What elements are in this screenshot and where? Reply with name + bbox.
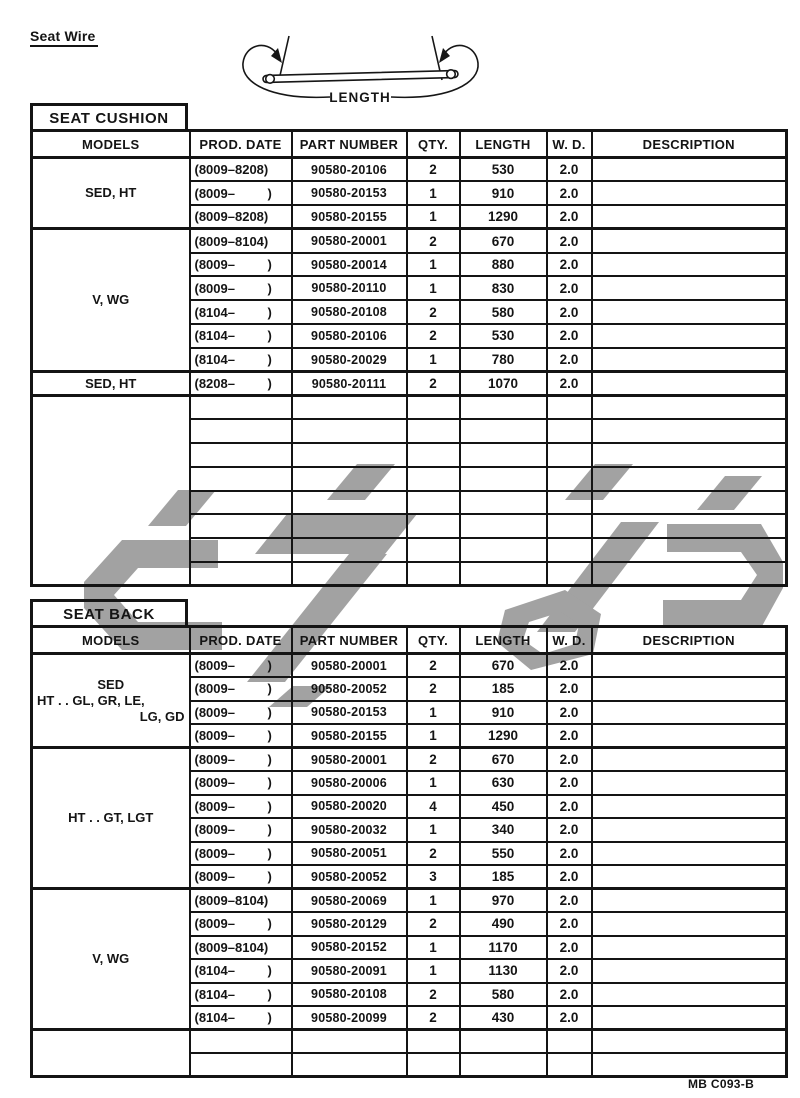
part-number-cell: 90580-20014 <box>292 253 407 277</box>
length-cell: 450 <box>460 795 547 819</box>
length-label: LENGTH <box>329 90 391 105</box>
description-cell <box>592 1030 787 1054</box>
qty-cell <box>407 562 460 586</box>
description-cell <box>592 229 787 253</box>
length-cell: 185 <box>460 865 547 889</box>
leader-lines <box>243 36 478 97</box>
column-header: W. D. <box>547 627 592 654</box>
qty-cell: 1 <box>407 181 460 205</box>
length-cell: 1290 <box>460 205 547 229</box>
wd-cell: 2.0 <box>547 724 592 748</box>
length-cell <box>460 395 547 419</box>
wd-cell: 2.0 <box>547 253 592 277</box>
model-label: HT . . GL, GR, LE, <box>37 692 145 708</box>
prod-date-cell: (8104– ) <box>190 983 292 1007</box>
length-cell <box>460 491 547 515</box>
models-cell <box>32 1030 190 1077</box>
wire-shape <box>263 70 458 84</box>
description-cell <box>592 253 787 277</box>
length-cell: 340 <box>460 818 547 842</box>
prod-date-cell: (8208– ) <box>190 372 292 396</box>
description-cell <box>592 372 787 396</box>
qty-cell: 2 <box>407 983 460 1007</box>
qty-cell: 2 <box>407 842 460 866</box>
length-cell <box>460 1030 547 1054</box>
wd-cell: 2.0 <box>547 372 592 396</box>
part-number-cell: 90580-20020 <box>292 795 407 819</box>
wd-cell <box>547 419 592 443</box>
description-cell <box>592 889 787 913</box>
wd-cell: 2.0 <box>547 677 592 701</box>
wd-cell: 2.0 <box>547 324 592 348</box>
model-label: V, WG <box>92 951 130 966</box>
prod-date-cell: (8009– ) <box>190 724 292 748</box>
part-number-cell <box>292 395 407 419</box>
prod-date-cell: (8009– ) <box>190 818 292 842</box>
description-cell <box>592 514 787 538</box>
part-number-cell: 90580-20001 <box>292 748 407 772</box>
prod-date-cell: (8009– ) <box>190 865 292 889</box>
wd-cell: 2.0 <box>547 181 592 205</box>
prod-date-cell <box>190 443 292 467</box>
wd-cell: 2.0 <box>547 300 592 324</box>
prod-date-cell <box>190 562 292 586</box>
column-header: PART NUMBER <box>292 131 407 158</box>
models-cell <box>32 748 190 889</box>
part-number-cell <box>292 1053 407 1077</box>
length-cell <box>460 538 547 562</box>
description-cell <box>592 936 787 960</box>
part-number-cell: 90580-20155 <box>292 205 407 229</box>
model-label: SED, HT <box>85 375 137 391</box>
wd-cell: 2.0 <box>547 771 592 795</box>
qty-cell <box>407 419 460 443</box>
part-number-cell: 90580-20032 <box>292 818 407 842</box>
length-cell: 670 <box>460 748 547 772</box>
length-cell: 970 <box>460 889 547 913</box>
qty-cell <box>407 514 460 538</box>
length-cell: 670 <box>460 654 547 678</box>
qty-cell: 2 <box>407 158 460 182</box>
part-number-cell: 90580-20099 <box>292 1006 407 1030</box>
table-row <box>32 229 787 253</box>
part-number-cell <box>292 514 407 538</box>
part-number-cell: 90580-20111 <box>292 372 407 396</box>
length-cell: 1130 <box>460 959 547 983</box>
length-cell: 910 <box>460 181 547 205</box>
prod-date-cell <box>190 514 292 538</box>
length-cell: 1170 <box>460 936 547 960</box>
wd-cell: 2.0 <box>547 348 592 372</box>
qty-cell: 1 <box>407 959 460 983</box>
wd-cell <box>547 514 592 538</box>
part-number-cell <box>292 419 407 443</box>
model-label: LG, GD <box>139 708 185 724</box>
models-cell <box>32 889 190 1030</box>
qty-cell <box>407 1030 460 1054</box>
qty-cell: 2 <box>407 1006 460 1030</box>
prod-date-cell: (8009– ) <box>190 701 292 725</box>
table-row <box>32 395 787 419</box>
prod-date-cell: (8104– ) <box>190 300 292 324</box>
wd-cell <box>547 562 592 586</box>
length-cell: 430 <box>460 1006 547 1030</box>
prod-date-cell: (8104– ) <box>190 1006 292 1030</box>
description-cell <box>592 205 787 229</box>
table-row <box>32 889 787 913</box>
seat-back-label <box>30 599 188 626</box>
prod-date-cell <box>190 1030 292 1054</box>
description-cell <box>592 538 787 562</box>
wd-cell <box>547 538 592 562</box>
wd-cell <box>547 491 592 515</box>
description-cell <box>592 654 787 678</box>
seat-cushion-label-text: SEAT CUSHION <box>49 109 169 127</box>
part-number-cell: 90580-20110 <box>292 276 407 300</box>
length-cell <box>460 1053 547 1077</box>
prod-date-cell: (8009– ) <box>190 253 292 277</box>
length-cell: 880 <box>460 253 547 277</box>
models-cell <box>32 372 190 396</box>
description-cell <box>592 748 787 772</box>
part-number-cell <box>292 562 407 586</box>
length-cell <box>460 467 547 491</box>
wd-cell: 2.0 <box>547 654 592 678</box>
wd-cell: 2.0 <box>547 959 592 983</box>
length-cell: 910 <box>460 701 547 725</box>
qty-cell: 1 <box>407 348 460 372</box>
length-cell: 1290 <box>460 724 547 748</box>
part-number-cell: 90580-20029 <box>292 348 407 372</box>
part-number-cell: 90580-20051 <box>292 842 407 866</box>
wd-cell: 2.0 <box>547 842 592 866</box>
qty-cell: 1 <box>407 205 460 229</box>
description-cell <box>592 959 787 983</box>
qty-cell <box>407 443 460 467</box>
column-header: MODELS <box>32 131 190 158</box>
part-number-cell: 90580-20091 <box>292 959 407 983</box>
model-label: HT . . GT, LGT <box>68 810 154 825</box>
part-number-cell <box>292 467 407 491</box>
prod-date-cell: (8009– ) <box>190 842 292 866</box>
wd-cell: 2.0 <box>547 795 592 819</box>
description-cell <box>592 276 787 300</box>
prod-date-cell: (8009– ) <box>190 654 292 678</box>
prod-date-cell <box>190 491 292 515</box>
description-cell <box>592 443 787 467</box>
column-header: PROD. DATE <box>190 131 292 158</box>
prod-date-cell: (8009–8104) <box>190 936 292 960</box>
part-number-cell: 90580-20069 <box>292 889 407 913</box>
length-cell <box>460 419 547 443</box>
qty-cell: 2 <box>407 654 460 678</box>
wd-cell <box>547 443 592 467</box>
length-cell: 530 <box>460 324 547 348</box>
part-number-cell <box>292 538 407 562</box>
description-cell <box>592 395 787 419</box>
part-number-cell: 90580-20052 <box>292 677 407 701</box>
part-number-cell <box>292 1030 407 1054</box>
qty-cell <box>407 491 460 515</box>
part-number-cell: 90580-20001 <box>292 654 407 678</box>
description-cell <box>592 795 787 819</box>
column-header: PART NUMBER <box>292 627 407 654</box>
prod-date-cell: (8009– ) <box>190 912 292 936</box>
model-label: SED, HT <box>85 185 137 201</box>
description-cell <box>592 701 787 725</box>
prod-date-cell: (8009–8208) <box>190 158 292 182</box>
table-row <box>32 1030 787 1054</box>
length-cell: 580 <box>460 300 547 324</box>
part-number-cell: 90580-20006 <box>292 771 407 795</box>
qty-cell: 1 <box>407 253 460 277</box>
wd-cell: 2.0 <box>547 912 592 936</box>
wd-cell: 2.0 <box>547 748 592 772</box>
description-cell <box>592 562 787 586</box>
prod-date-cell <box>190 467 292 491</box>
column-header: DESCRIPTION <box>592 131 787 158</box>
prod-date-cell <box>190 538 292 562</box>
wd-cell <box>547 467 592 491</box>
prod-date-cell: (8009– ) <box>190 771 292 795</box>
prod-date-cell: (8104– ) <box>190 324 292 348</box>
part-number-cell: 90580-20106 <box>292 324 407 348</box>
qty-cell: 2 <box>407 748 460 772</box>
table-row <box>32 654 787 678</box>
wd-cell: 2.0 <box>547 936 592 960</box>
part-number-cell: 90580-20153 <box>292 181 407 205</box>
wd-cell: 2.0 <box>547 1006 592 1030</box>
prod-date-cell <box>190 1053 292 1077</box>
prod-date-cell: (8009–8104) <box>190 229 292 253</box>
qty-cell: 2 <box>407 912 460 936</box>
header-row <box>32 131 787 158</box>
part-number-cell: 90580-20152 <box>292 936 407 960</box>
prod-date-cell: (8104– ) <box>190 959 292 983</box>
description-cell <box>592 912 787 936</box>
prod-date-cell: (8009– ) <box>190 795 292 819</box>
qty-cell: 1 <box>407 724 460 748</box>
models-cell <box>32 654 190 748</box>
length-cell <box>460 562 547 586</box>
prod-date-cell: (8104– ) <box>190 348 292 372</box>
length-cell <box>460 443 547 467</box>
column-header: QTY. <box>407 627 460 654</box>
description-cell <box>592 300 787 324</box>
models-cell <box>32 229 190 372</box>
prod-date-cell: (8009–8208) <box>190 205 292 229</box>
part-number-cell: 90580-20155 <box>292 724 407 748</box>
description-cell <box>592 771 787 795</box>
page-title: Seat Wire <box>30 28 98 47</box>
part-number-cell: 90580-20106 <box>292 158 407 182</box>
description-cell <box>592 1053 787 1077</box>
prod-date-cell: (8009– ) <box>190 276 292 300</box>
wd-cell: 2.0 <box>547 865 592 889</box>
seat-cushion-label <box>30 103 188 130</box>
part-number-cell <box>292 491 407 515</box>
footer-code: MB C093-B <box>688 1077 755 1091</box>
description-cell <box>592 158 787 182</box>
prod-date-cell: (8009– ) <box>190 181 292 205</box>
seat-back-label-text: SEAT BACK <box>63 605 155 623</box>
models-cell <box>32 158 190 229</box>
model-label: SED <box>97 676 125 692</box>
description-cell <box>592 1006 787 1030</box>
description-cell <box>592 724 787 748</box>
header-row <box>32 627 787 654</box>
qty-cell: 2 <box>407 677 460 701</box>
wd-cell <box>547 1030 592 1054</box>
part-number-cell: 90580-20108 <box>292 983 407 1007</box>
qty-cell <box>407 538 460 562</box>
part-number-cell: 90580-20001 <box>292 229 407 253</box>
qty-cell: 1 <box>407 818 460 842</box>
length-cell: 1070 <box>460 372 547 396</box>
length-cell: 550 <box>460 842 547 866</box>
wd-cell: 2.0 <box>547 158 592 182</box>
qty-cell: 2 <box>407 229 460 253</box>
description-cell <box>592 677 787 701</box>
part-number-cell: 90580-20153 <box>292 701 407 725</box>
column-header: PROD. DATE <box>190 627 292 654</box>
models-cell <box>32 395 190 585</box>
column-header: LENGTH <box>460 131 547 158</box>
part-number-cell <box>292 443 407 467</box>
part-number-cell: 90580-20108 <box>292 300 407 324</box>
description-cell <box>592 818 787 842</box>
length-cell: 630 <box>460 771 547 795</box>
model-label: V, WG <box>92 292 130 308</box>
table-row <box>32 748 787 772</box>
column-header: DESCRIPTION <box>592 627 787 654</box>
length-cell: 670 <box>460 229 547 253</box>
length-cell <box>460 514 547 538</box>
description-cell <box>592 419 787 443</box>
description-cell <box>592 865 787 889</box>
prod-date-cell <box>190 395 292 419</box>
seat-cushion-table <box>30 129 788 587</box>
qty-cell <box>407 467 460 491</box>
description-cell <box>592 491 787 515</box>
wd-cell <box>547 1053 592 1077</box>
prod-date-cell: (8009– ) <box>190 677 292 701</box>
description-cell <box>592 181 787 205</box>
description-cell <box>592 324 787 348</box>
column-header: QTY. <box>407 131 460 158</box>
qty-cell: 1 <box>407 701 460 725</box>
prod-date-cell <box>190 419 292 443</box>
wd-cell: 2.0 <box>547 983 592 1007</box>
part-number-cell: 90580-20052 <box>292 865 407 889</box>
qty-cell: 2 <box>407 300 460 324</box>
qty-cell: 1 <box>407 889 460 913</box>
length-cell: 830 <box>460 276 547 300</box>
qty-cell: 3 <box>407 865 460 889</box>
wd-cell: 2.0 <box>547 889 592 913</box>
qty-cell: 2 <box>407 324 460 348</box>
qty-cell: 4 <box>407 795 460 819</box>
part-number-cell: 90580-20129 <box>292 912 407 936</box>
wd-cell: 2.0 <box>547 701 592 725</box>
prod-date-cell: (8009–8104) <box>190 889 292 913</box>
description-cell <box>592 983 787 1007</box>
column-header: MODELS <box>32 627 190 654</box>
qty-cell: 1 <box>407 771 460 795</box>
wd-cell: 2.0 <box>547 818 592 842</box>
description-cell <box>592 842 787 866</box>
qty-cell: 1 <box>407 276 460 300</box>
column-header: LENGTH <box>460 627 547 654</box>
qty-cell: 1 <box>407 936 460 960</box>
wd-cell: 2.0 <box>547 276 592 300</box>
table-row <box>32 158 787 182</box>
seat-back-table <box>30 625 788 1078</box>
length-cell: 580 <box>460 983 547 1007</box>
length-cell: 530 <box>460 158 547 182</box>
length-cell: 780 <box>460 348 547 372</box>
column-header: W. D. <box>547 131 592 158</box>
description-cell <box>592 348 787 372</box>
qty-cell <box>407 395 460 419</box>
length-cell: 490 <box>460 912 547 936</box>
wd-cell: 2.0 <box>547 229 592 253</box>
wd-cell: 2.0 <box>547 205 592 229</box>
description-cell <box>592 467 787 491</box>
length-cell: 185 <box>460 677 547 701</box>
table-row <box>32 372 787 396</box>
qty-cell <box>407 1053 460 1077</box>
seat-wire-diagram <box>233 26 488 110</box>
prod-date-cell: (8009– ) <box>190 748 292 772</box>
qty-cell: 2 <box>407 372 460 396</box>
wd-cell <box>547 395 592 419</box>
